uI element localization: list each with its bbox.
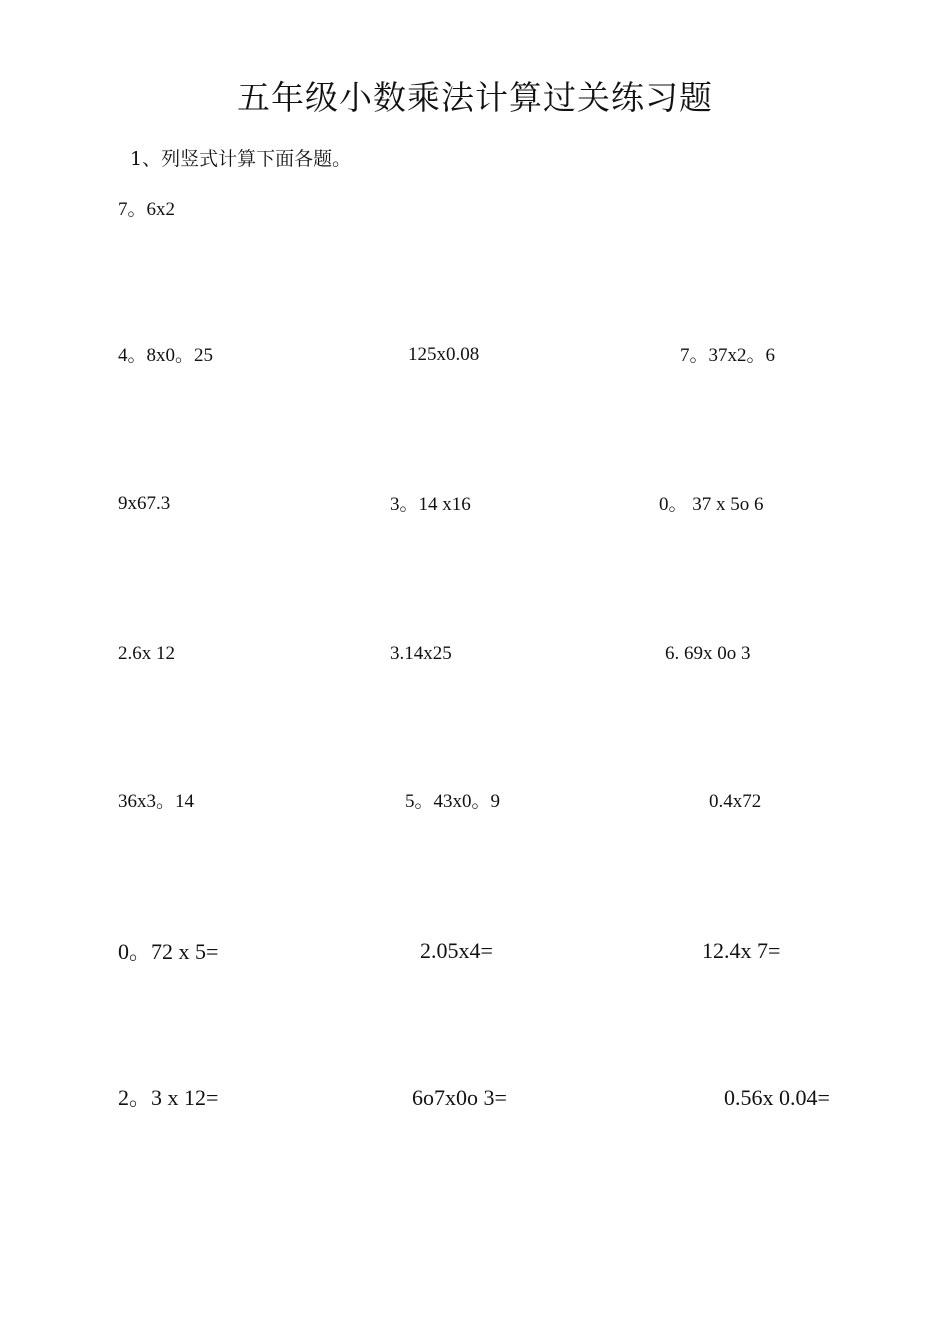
problem-r5-c1: 2.05x4= bbox=[420, 938, 493, 963]
problem-r1-c1: 125x0.08 bbox=[408, 344, 480, 365]
problem-r1-c2: 7。37x2。6 bbox=[680, 345, 776, 366]
problem-r6-c2: 0.56x 0.04= bbox=[724, 1085, 830, 1110]
problem-r4-c2: 0.4x72 bbox=[709, 791, 762, 812]
problem-r2-c1: 3。14 x16 bbox=[390, 494, 471, 515]
problem-r4-c1: 5。43x0。9 bbox=[405, 791, 501, 812]
problem-r2-c0: 9x67.3 bbox=[118, 493, 171, 514]
problem-r2-c2: 0。 37 x 5o 6 bbox=[659, 494, 764, 515]
problem-r6-c1: 6o7x0o 3= bbox=[412, 1085, 507, 1110]
problem-r5-c2: 12.4x 7= bbox=[702, 938, 781, 963]
problem-r3-c1: 3.14x25 bbox=[390, 643, 452, 664]
problem-r5-c0: 0。72 x 5= bbox=[118, 939, 219, 964]
problem-r3-c0: 2.6x 12 bbox=[118, 643, 175, 664]
problem-r4-c0: 36x3。14 bbox=[118, 791, 195, 812]
problem-r1-c0: 4。8x0。25 bbox=[118, 345, 214, 366]
instruction-text: 1、列竖式计算下面各题。 bbox=[130, 148, 352, 170]
page-title: 五年级小数乘法计算过关练习题 bbox=[237, 78, 713, 117]
problem-r6-c0: 2。3 x 12= bbox=[118, 1085, 219, 1110]
problem-r0-c0: 7。6x2 bbox=[118, 199, 176, 220]
problem-r3-c2: 6. 69x 0o 3 bbox=[665, 643, 751, 664]
